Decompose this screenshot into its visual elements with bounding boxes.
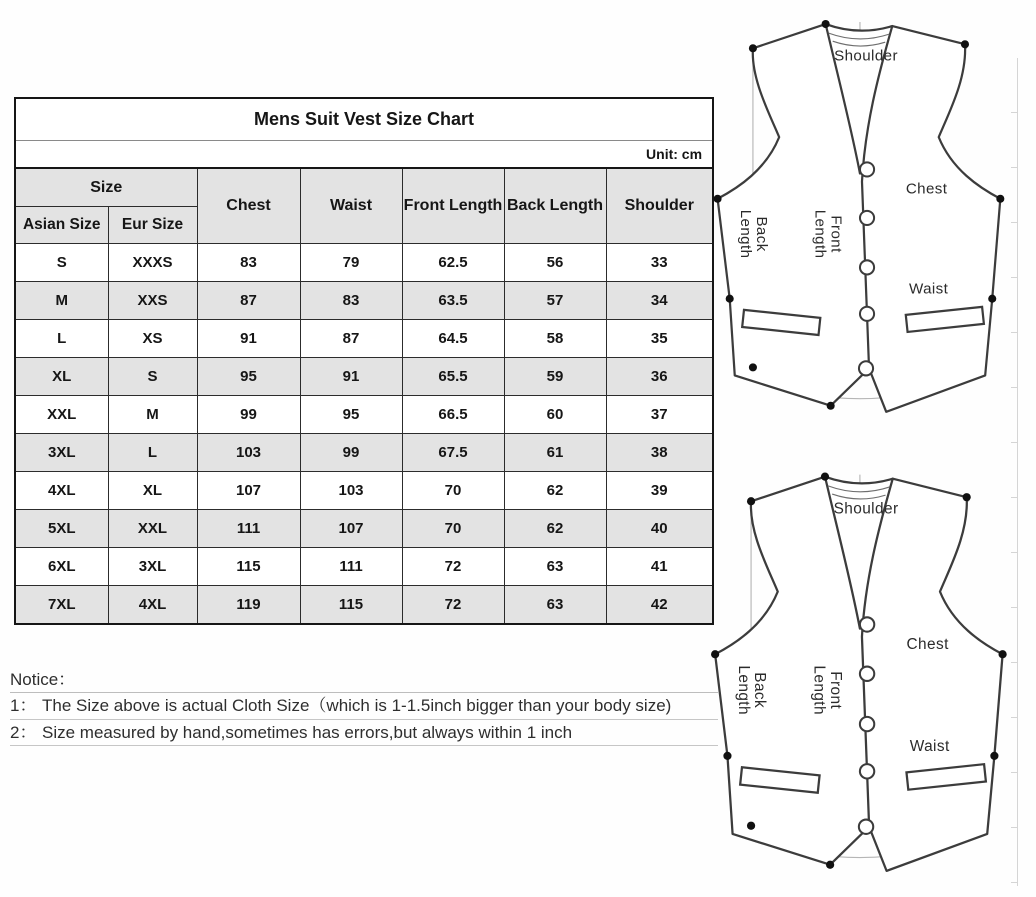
cell-front-length: 67.5: [402, 434, 504, 472]
cell-back-length: 57: [504, 282, 606, 320]
cell-chest: 115: [197, 548, 300, 586]
table-title: Mens Suit Vest Size Chart: [15, 98, 713, 141]
col-header-waist: Waist: [300, 168, 402, 244]
vest-button: [860, 307, 874, 321]
vest-button: [860, 617, 874, 631]
cell-waist: 87: [300, 320, 402, 358]
col-header-asian-size: Asian Size: [15, 207, 108, 244]
cell-chest: 83: [197, 244, 300, 282]
cell-chest: 91: [197, 320, 300, 358]
notice-heading: Notice：: [10, 669, 718, 693]
vest-button: [860, 162, 874, 176]
svg-text:Front: Front: [827, 215, 845, 253]
cell-back-length: 59: [504, 358, 606, 396]
cell-shoulder: 33: [606, 244, 713, 282]
svg-text:Front: Front: [827, 671, 845, 710]
cell-shoulder: 34: [606, 282, 713, 320]
notice-item-2-number: 2：: [10, 722, 37, 742]
vest-button: [860, 667, 874, 681]
cell-asian: L: [15, 320, 108, 358]
vest-button: [860, 764, 874, 778]
vest-diagram-bottom: [710, 472, 1018, 894]
cell-waist: 107: [300, 510, 402, 548]
table-row: [15, 510, 713, 548]
cell-back-length: 56: [504, 244, 606, 282]
cell-shoulder: 40: [606, 510, 713, 548]
cell-eur: 4XL: [108, 586, 197, 625]
cell-back-length: 63: [504, 548, 606, 586]
table-row: [15, 244, 713, 282]
vest-label-chest: Chest: [906, 636, 949, 654]
svg-text:Length: Length: [810, 665, 828, 715]
table-row: [15, 396, 713, 434]
notice-item-2: [10, 720, 718, 746]
vest-label-back-length: [737, 210, 770, 259]
cell-back-length: 62: [504, 510, 606, 548]
vest-label-front-length: [811, 665, 844, 715]
vest-button: [860, 211, 874, 225]
cell-waist: 79: [300, 244, 402, 282]
cell-waist: 91: [300, 358, 402, 396]
vest-diagram-top: [710, 20, 1018, 434]
cell-eur: L: [108, 434, 197, 472]
cell-chest: 103: [197, 434, 300, 472]
cell-waist: 115: [300, 586, 402, 625]
cell-asian: XL: [15, 358, 108, 396]
unit-label: Unit: cm: [15, 141, 713, 169]
vest-label-chest: Chest: [905, 180, 948, 198]
cell-front-length: 70: [402, 510, 504, 548]
cell-asian: S: [15, 244, 108, 282]
cell-eur: S: [108, 358, 197, 396]
table-row: [15, 472, 713, 510]
cell-eur: XS: [108, 320, 197, 358]
vest-label-shoulder: Shoulder: [834, 47, 898, 65]
cell-back-length: 61: [504, 434, 606, 472]
vest-button: [859, 820, 873, 834]
cell-chest: 119: [197, 586, 300, 625]
svg-text:Length: Length: [736, 209, 754, 259]
notice-item-2-text: Size measured by hand,sometimes has errors,but always within 1 inch: [42, 722, 573, 742]
cell-eur: XL: [108, 472, 197, 510]
table-row: [15, 586, 713, 625]
cell-asian: 6XL: [15, 548, 108, 586]
cell-shoulder: 39: [606, 472, 713, 510]
cell-chest: 111: [197, 510, 300, 548]
cell-chest: 107: [197, 472, 300, 510]
cell-waist: 95: [300, 396, 402, 434]
cell-shoulder: 37: [606, 396, 713, 434]
cell-front-length: 70: [402, 472, 504, 510]
vest-label-front-length: [812, 210, 845, 259]
cell-waist: 103: [300, 472, 402, 510]
table-row: [15, 548, 713, 586]
vest-label-back-length: [735, 665, 768, 715]
cell-shoulder: 35: [606, 320, 713, 358]
svg-text:Back: Back: [752, 216, 770, 252]
cell-asian: 4XL: [15, 472, 108, 510]
table-row: [15, 282, 713, 320]
cell-shoulder: 36: [606, 358, 713, 396]
notice-item-1-number: 1：: [10, 696, 37, 716]
cell-front-length: 63.5: [402, 282, 504, 320]
notice-item-1: [10, 693, 718, 719]
cell-back-length: 62: [504, 472, 606, 510]
cell-eur: M: [108, 396, 197, 434]
vest-label-waist: Waist: [909, 737, 950, 755]
cell-shoulder: 42: [606, 586, 713, 625]
svg-text:Length: Length: [811, 209, 829, 259]
cell-waist: 111: [300, 548, 402, 586]
cell-waist: 99: [300, 434, 402, 472]
cell-front-length: 64.5: [402, 320, 504, 358]
cell-eur: XXXS: [108, 244, 197, 282]
ruler-edge: [1011, 58, 1018, 886]
col-header-shoulder: Shoulder: [606, 168, 713, 244]
col-header-chest: Chest: [197, 168, 300, 244]
vest-button: [860, 260, 874, 274]
cell-back-length: 60: [504, 396, 606, 434]
col-header-back-length: Back Length: [504, 168, 606, 244]
cell-front-length: 65.5: [402, 358, 504, 396]
cell-chest: 99: [197, 396, 300, 434]
cell-eur: 3XL: [108, 548, 197, 586]
svg-text:Back: Back: [751, 672, 769, 709]
cell-front-length: 72: [402, 548, 504, 586]
cell-front-length: 62.5: [402, 244, 504, 282]
svg-text:Length: Length: [734, 665, 752, 715]
cell-front-length: 72: [402, 586, 504, 625]
vest-button: [860, 717, 874, 731]
notice-item-1-text: The Size above is actual Cloth Size（which is 1-1.5inch bigger than your body size): [42, 696, 672, 716]
vest-label-shoulder: Shoulder: [833, 500, 899, 518]
vest-button: [859, 361, 873, 375]
table-row: [15, 320, 713, 358]
cell-asian: XXL: [15, 396, 108, 434]
cell-waist: 83: [300, 282, 402, 320]
cell-shoulder: 41: [606, 548, 713, 586]
col-header-eur-size: Eur Size: [108, 207, 197, 244]
cell-asian: 3XL: [15, 434, 108, 472]
table-row: [15, 434, 713, 472]
cell-chest: 87: [197, 282, 300, 320]
cell-eur: XXS: [108, 282, 197, 320]
size-table: [14, 97, 714, 625]
cell-back-length: 63: [504, 586, 606, 625]
notice-section: [10, 669, 718, 746]
cell-asian: 5XL: [15, 510, 108, 548]
cell-front-length: 66.5: [402, 396, 504, 434]
col-header-size: Size: [15, 168, 197, 207]
cell-back-length: 58: [504, 320, 606, 358]
cell-asian: 7XL: [15, 586, 108, 625]
col-header-front-length: Front Length: [402, 168, 504, 244]
table-row: [15, 358, 713, 396]
cell-eur: XXL: [108, 510, 197, 548]
vest-label-waist: Waist: [908, 280, 949, 298]
cell-shoulder: 38: [606, 434, 713, 472]
cell-chest: 95: [197, 358, 300, 396]
cell-asian: M: [15, 282, 108, 320]
